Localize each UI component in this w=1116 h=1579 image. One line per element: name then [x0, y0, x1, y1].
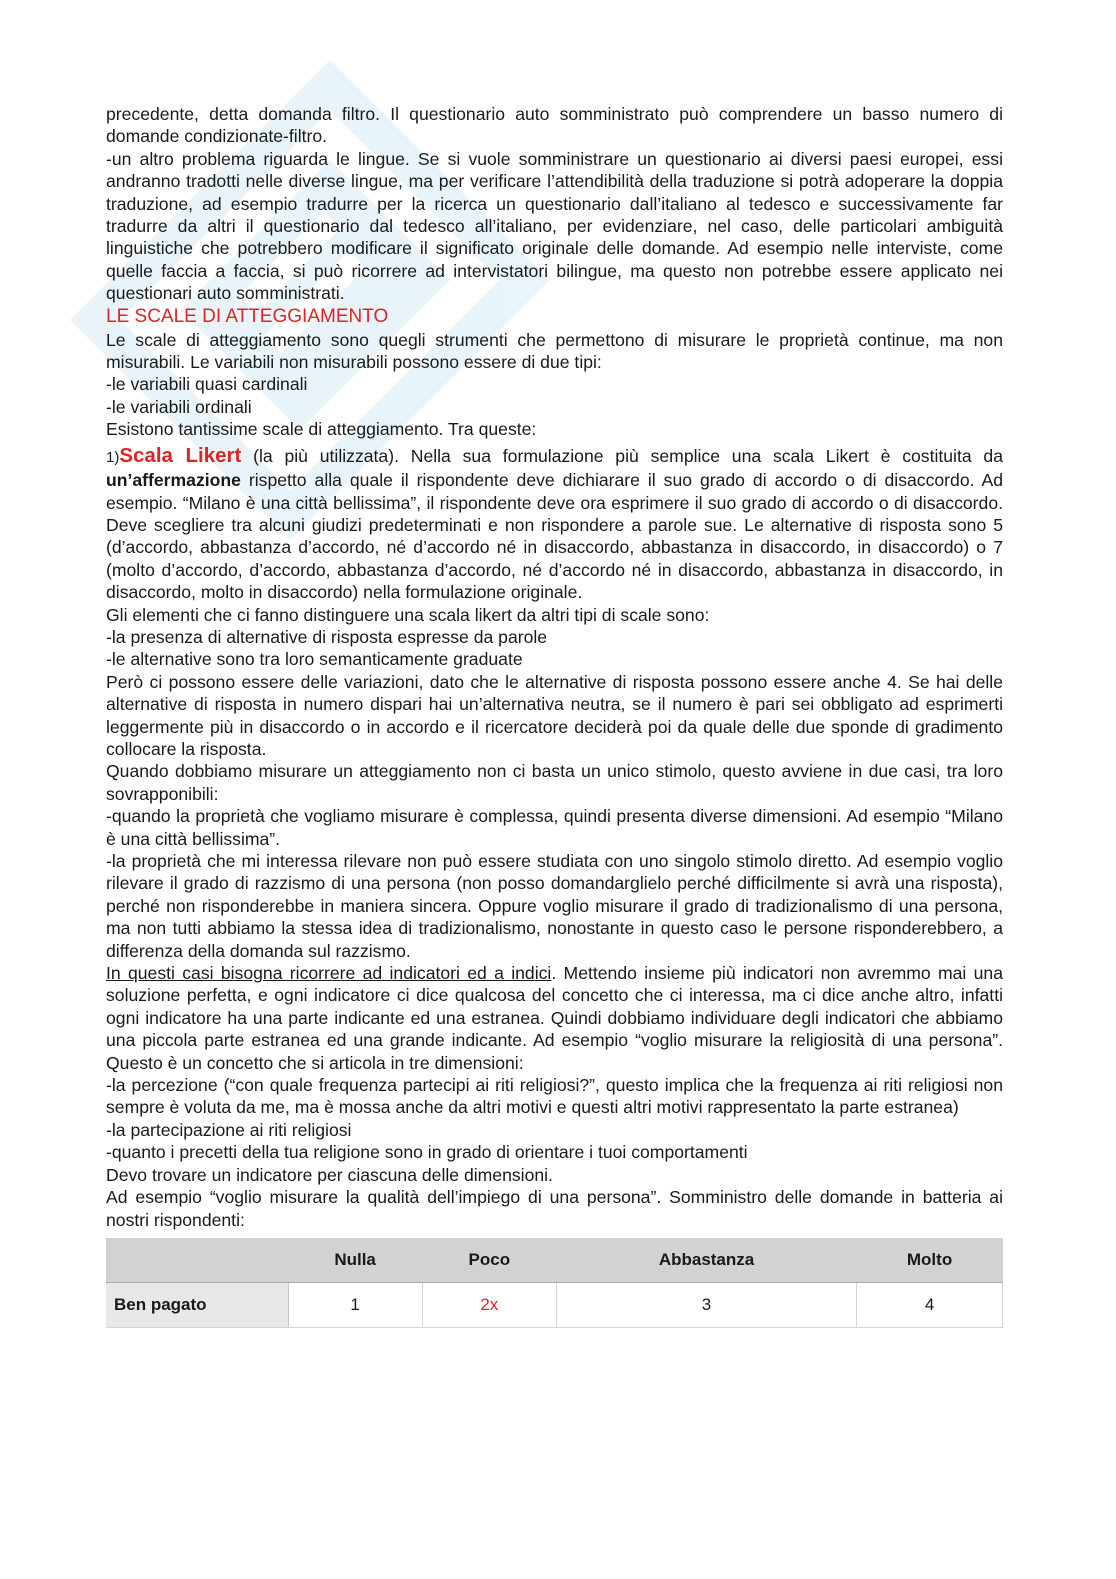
underlined-phrase: In questi casi bisogna ricorrere ad indicatori ed a indici	[106, 963, 552, 984]
document-body	[106, 103, 1003, 1328]
indicatori-text: . Mettendo insieme più indicatori non avremmo mai una soluzione perfetta, e ogni indicatore ci dice qualcosa del concetto che ci interessa, ma ci dice anche altro, infatti ogni indicatore ha una parte indicante ed una estranea. Quindi dobbiamo individuare degli indicatori che abbiamo una piccola parte estranea ed una grande indicante. Ad esempio “voglio misurare la religiosità di una persona”. Questo è un concetto che si articola in tre dimensioni:	[106, 963, 1004, 1073]
likert-bold-term: un’affermazione	[106, 470, 241, 491]
paragraph-indicatori	[106, 962, 1003, 1074]
paragraph-variazioni: Però ci possono essere delle variazioni, dato che le alternative di risposta possono essere anche 4. Se hai delle alternative di risposta in numero dispari hai un’alternativa neutra, se il numero è pari sei obbligato ad esprimerti leggermente più in disaccordo o in accordo e il ricercatore deciderà poi da quale delle due sponde di gradimento collocare la risposta.	[106, 671, 1003, 759]
list-item-alternative-graduate: -le alternative sono tra loro semanticamente graduate	[106, 649, 523, 670]
table-cell: 3	[556, 1282, 856, 1327]
table-cell-marked: 2x	[422, 1282, 556, 1327]
paragraph-stimolo: Quando dobbiamo misurare un atteggiamento non ci basta un unico stimolo, questo avviene in due casi, tra loro sovrapponibili:	[106, 761, 1003, 804]
list-item-ordinali: -le variabili ordinali	[106, 396, 252, 417]
battery-table	[106, 1238, 1003, 1328]
likert-number: 1)	[106, 448, 120, 466]
list-item-alternative-parole: -la presenza di alternative di risposta espresse da parole	[106, 626, 548, 647]
table-header-cell: Abbastanza	[556, 1238, 856, 1283]
paragraph-tra-queste: Esistono tantissime scale di atteggiamento. Tra queste:	[106, 419, 537, 440]
list-item-partecipazione: -la partecipazione ai riti religiosi	[106, 1119, 352, 1140]
list-item-stimolo-diretto: -la proprietà che mi interessa rilevare non può essere studiata con uno singolo stimolo diretto. Ad esempio voglio rilevare il grado di razzismo di una persona (non posso domandarglielo perché difficilmente si avrà una risposta), perché non risponderebbe in maniera sincera. Oppure voglio misurare il grado di tradizionalismo di una persona, ma non tutti abbiamo la stessa idea di tradizionalismo, nonostante in questo caso le persone risponderebbero, a differenza della domanda sul razzismo.	[106, 851, 1003, 961]
list-item-precetti: -quanto i precetti della tua religione sono in grado di orientare i tuoi comportamenti	[106, 1142, 748, 1163]
likert-text-b: rispetto alla quale il rispondente deve dichiarare il suo grado di accordo o di disaccordo. Ad esempio. “Milano è una città bellissima”, il rispondente deve ora esprimere il suo grado di accordo o di disaccordo. Deve scegliere tra alcuni giudizi predeterminati e non rispondere a parole sue. Le alternative di risposta sono 5 (d’accordo, abbastanza d’accordo, né d’accordo né in disaccordo, abbastanza in disaccordo, in disaccordo) o 7 (molto d’accordo, d’accordo, abbastanza d’accordo, né d’accordo né in disaccordo, abbastanza in disaccordo, in disaccordo, molto in disaccordo) nella formulazione originale.	[106, 470, 1003, 603]
table-header-cell: Poco	[422, 1238, 556, 1283]
table-header-empty	[106, 1238, 288, 1283]
table-header-cell: Nulla	[288, 1238, 422, 1283]
table-header-row	[106, 1238, 1003, 1283]
list-item-percezione: -la percezione (“con quale frequenza partecipi ai riti religiosi?”, questo implica che la frequenza ai riti religiosi non sempre è voluta da me, ma è mossa anche da altri motivi e questi altri motivi rappresentato la parte estranea)	[106, 1075, 1003, 1118]
table-row	[106, 1282, 1003, 1327]
likert-title: Scala Likert	[119, 443, 242, 467]
list-item-quasi-cardinali: -le variabili quasi cardinali	[106, 374, 308, 395]
paragraph-qualita-impiego: Ad esempio “voglio misurare la qualità dell’impiego di una persona”. Somministro delle domande in batteria ai nostri rispondenti:	[106, 1187, 1003, 1230]
section-heading: LE SCALE DI ATTEGGIAMENTO	[106, 305, 389, 327]
paragraph-scale-intro: Le scale di atteggiamento sono quegli strumenti che permettono di misurare le proprietà continue, ma non misurabili. Le variabili non misurabili possono essere di due tipi:	[106, 329, 1003, 373]
paragraph-lingue: -un altro problema riguarda le lingue. Se si vuole somministrare un questionario ai diversi paesi europei, essi andranno tradotti nelle diverse lingue, ma per verificare l’attendibilità della traduzione si potrà adoperare la doppia traduzione, ad esempio tradurre per la ricerca un questionario dall’italiano al tedesco e successivamente far tradurre da altri il questionario dal tedesco all’italiano, per evidenziare, nel caso, delle particolari ambiguità linguistiche che potrebbero modificare il significato originale delle domande. Ad esempio nelle interviste, come quelle faccia a faccia, si può ricorrere ad intervistatori bilingue, ma questo non potrebbe essere applicato nei questionari auto somministrati.	[106, 148, 1003, 304]
table-cell: 4	[857, 1282, 1003, 1327]
paragraph-likert	[106, 445, 1003, 604]
table-row-label: Ben pagato	[106, 1282, 288, 1327]
paragraph-indicatore-dimensioni: Devo trovare un indicatore per ciascuna delle dimensioni.	[106, 1164, 553, 1185]
table-cell: 1	[288, 1282, 422, 1327]
table-header-cell: Molto	[857, 1238, 1003, 1283]
likert-text-a: (la più utilizzata). Nella sua formulazione più semplice una scala Likert è costituita da	[241, 445, 1003, 466]
paragraph-elementi: Gli elementi che ci fanno distinguere una scala likert da altri tipi di scale sono:	[106, 604, 710, 625]
list-item-complessa: -quando la proprietà che vogliamo misurare è complessa, quindi presenta diverse dimensioni. Ad esempio “Milano è una città bellissima”.	[106, 806, 1003, 849]
paragraph-domanda-filtro: precedente, detta domanda filtro. Il questionario auto somministrato può comprendere un basso numero di domande condizionate-filtro.	[106, 104, 1003, 147]
